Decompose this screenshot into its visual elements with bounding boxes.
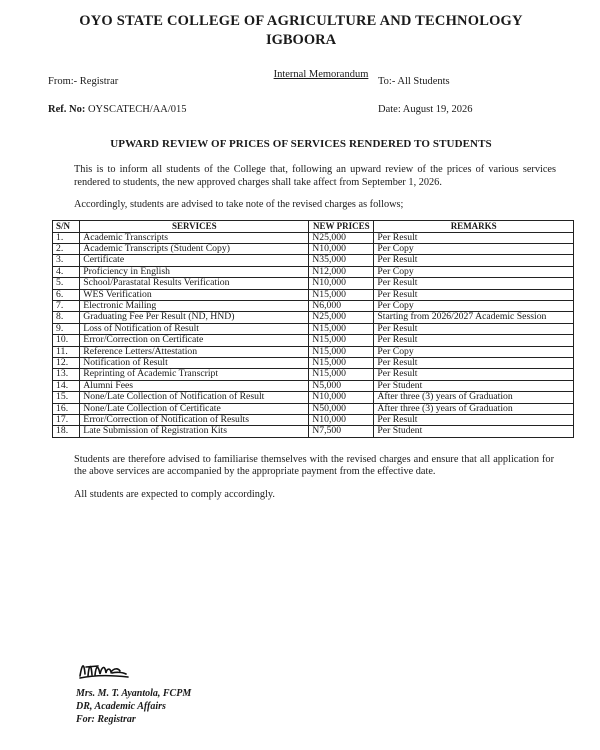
- row-sn: 17.: [53, 415, 80, 426]
- row-remark: Per Copy: [374, 266, 574, 277]
- row-sn: 8.: [53, 312, 80, 323]
- row-sn: 18.: [53, 426, 80, 437]
- row-price: N10,000: [309, 392, 374, 403]
- row-sn: 5.: [53, 278, 80, 289]
- ref-value: OYSCATECH/AA/015: [87, 104, 187, 115]
- row-service: Graduating Fee Per Result (ND, HND): [80, 312, 309, 323]
- ref-date-row: [30, 104, 572, 124]
- memo-subject: UPWARD REVIEW OF PRICES OF SERVICES RENDERED TO STUDENTS: [110, 138, 492, 150]
- row-service: Error/Correction of Notification of Results: [80, 415, 309, 426]
- row-price: N15,000: [309, 289, 374, 300]
- header-sn: S/N: [53, 220, 80, 232]
- table-row: [53, 232, 574, 243]
- row-remark: Per Result: [374, 369, 574, 380]
- row-service: Electronic Mailing: [80, 300, 309, 311]
- table-row: [53, 357, 574, 368]
- row-remark: Per Result: [374, 232, 574, 243]
- table-row: [53, 266, 574, 277]
- row-remark: Per Result: [374, 335, 574, 346]
- table-row: [53, 255, 574, 266]
- row-remark: After three (3) years of Graduation: [374, 403, 574, 414]
- row-remark: Per Student: [374, 380, 574, 391]
- intro-paragraph: This is to inform all students of the College that, following an upward review of the prices of various services rendered to students, the new approved charges shall take affect from September 1, 2026.: [74, 164, 556, 188]
- row-price: N25,000: [309, 232, 374, 243]
- table-row: [53, 312, 574, 323]
- table-row: [53, 415, 574, 426]
- table-row: [53, 426, 574, 437]
- row-remark: Per Result: [374, 415, 574, 426]
- charges-table: [52, 220, 574, 438]
- table-row: [53, 369, 574, 380]
- row-service: None/Late Collection of Certificate: [80, 403, 309, 414]
- header-remarks: REMARKS: [374, 220, 574, 232]
- row-service: Error/Correction on Certificate: [80, 335, 309, 346]
- signature-block: [76, 656, 191, 726]
- row-service: Certificate: [80, 255, 309, 266]
- memo-type: Internal Memorandum: [273, 69, 369, 80]
- header-services: SERVICES: [80, 220, 309, 232]
- row-remark: Per Result: [374, 289, 574, 300]
- row-service: Loss of Notification of Result: [80, 323, 309, 334]
- row-remark: Per Result: [374, 323, 574, 334]
- memo-from: From:- Registrar: [48, 76, 119, 87]
- row-sn: 1.: [53, 232, 80, 243]
- row-sn: 12.: [53, 357, 80, 368]
- row-service: Reprinting of Academic Transcript: [80, 369, 309, 380]
- row-sn: 9.: [53, 323, 80, 334]
- row-service: Notification of Result: [80, 357, 309, 368]
- row-sn: 13.: [53, 369, 80, 380]
- row-price: N6,000: [309, 300, 374, 311]
- memo-ref: [30, 104, 348, 115]
- row-sn: 4.: [53, 266, 80, 277]
- row-service: Academic Transcripts: [80, 232, 309, 243]
- row-remark: Per Copy: [374, 300, 574, 311]
- row-service: Reference Letters/Attestation: [80, 346, 309, 357]
- row-sn: 7.: [53, 300, 80, 311]
- row-service: Academic Transcripts (Student Copy): [80, 243, 309, 254]
- college-location: IGBOORA: [265, 32, 337, 48]
- row-price: N15,000: [309, 369, 374, 380]
- row-price: N25,000: [309, 312, 374, 323]
- row-remark: Per Result: [374, 255, 574, 266]
- table-row: [53, 300, 574, 311]
- row-sn: 16.: [53, 403, 80, 414]
- row-service: Alumni Fees: [80, 380, 309, 391]
- row-price: N5,000: [309, 380, 374, 391]
- header-new-prices: NEW PRICES: [309, 220, 374, 232]
- row-remark: After three (3) years of Graduation: [374, 392, 574, 403]
- table-row: [53, 346, 574, 357]
- row-price: N10,000: [309, 243, 374, 254]
- table-row: [53, 323, 574, 334]
- row-sn: 3.: [53, 255, 80, 266]
- table-row: [53, 335, 574, 346]
- row-price: N50,000: [309, 403, 374, 414]
- handwritten-signature: [76, 656, 136, 682]
- row-remark: Starting from 2026/2027 Academic Session: [374, 312, 574, 323]
- row-price: N15,000: [309, 335, 374, 346]
- row-price: N35,000: [309, 255, 374, 266]
- row-remark: Per Student: [374, 426, 574, 437]
- row-price: N15,000: [309, 323, 374, 334]
- row-remark: Per Result: [374, 357, 574, 368]
- row-service: None/Late Collection of Notification of Result: [80, 392, 309, 403]
- row-service: Late Submission of Registration Kits: [80, 426, 309, 437]
- row-price: N12,000: [309, 266, 374, 277]
- row-price: N10,000: [309, 415, 374, 426]
- memo-to: To:- All Students: [378, 76, 450, 87]
- row-sn: 11.: [53, 346, 80, 357]
- table-row: [53, 289, 574, 300]
- signer-title: DR, Academic Affairs: [76, 701, 166, 712]
- row-service: Proficiency in English: [80, 266, 309, 277]
- row-sn: 15.: [53, 392, 80, 403]
- row-sn: 6.: [53, 289, 80, 300]
- row-price: N10,000: [309, 278, 374, 289]
- signer-for: For: Registrar: [76, 714, 136, 725]
- table-row: [53, 380, 574, 391]
- row-remark: Per Copy: [374, 243, 574, 254]
- table-row: [53, 278, 574, 289]
- ref-label: Ref. No:: [48, 104, 86, 115]
- row-price: N15,000: [309, 357, 374, 368]
- row-remark: Per Result: [374, 278, 574, 289]
- row-sn: 14.: [53, 380, 80, 391]
- table-row: [53, 243, 574, 254]
- row-service: WES Verification: [80, 289, 309, 300]
- row-sn: 2.: [53, 243, 80, 254]
- accordingly-paragraph: Accordingly, students are advised to take note of the revised charges as follows;: [74, 199, 404, 210]
- charges-table-body: [53, 232, 574, 437]
- table-row: [53, 403, 574, 414]
- row-sn: 10.: [53, 335, 80, 346]
- signer-name: Mrs. M. T. Ayantola, FCPM: [76, 688, 192, 699]
- advice-paragraph: Students are therefore advised to familiarise themselves with the revised charges and ensure that all application for the above services are accompanied by the appropriate payment from the effective date.: [74, 453, 554, 478]
- table-header-row: [53, 220, 574, 232]
- table-row: [53, 392, 574, 403]
- college-name: OYO STATE COLLEGE OF AGRICULTURE AND TECHNOLOGY: [79, 13, 523, 29]
- memo-date: Date: August 19, 2026: [378, 104, 473, 115]
- from-to-row: [30, 76, 572, 96]
- comply-paragraph: All students are expected to comply accordingly.: [74, 488, 275, 500]
- row-remark: Per Copy: [374, 346, 574, 357]
- row-service: School/Parastatal Results Verification: [80, 278, 309, 289]
- row-price: N15,000: [309, 346, 374, 357]
- row-price: N7,500: [309, 426, 374, 437]
